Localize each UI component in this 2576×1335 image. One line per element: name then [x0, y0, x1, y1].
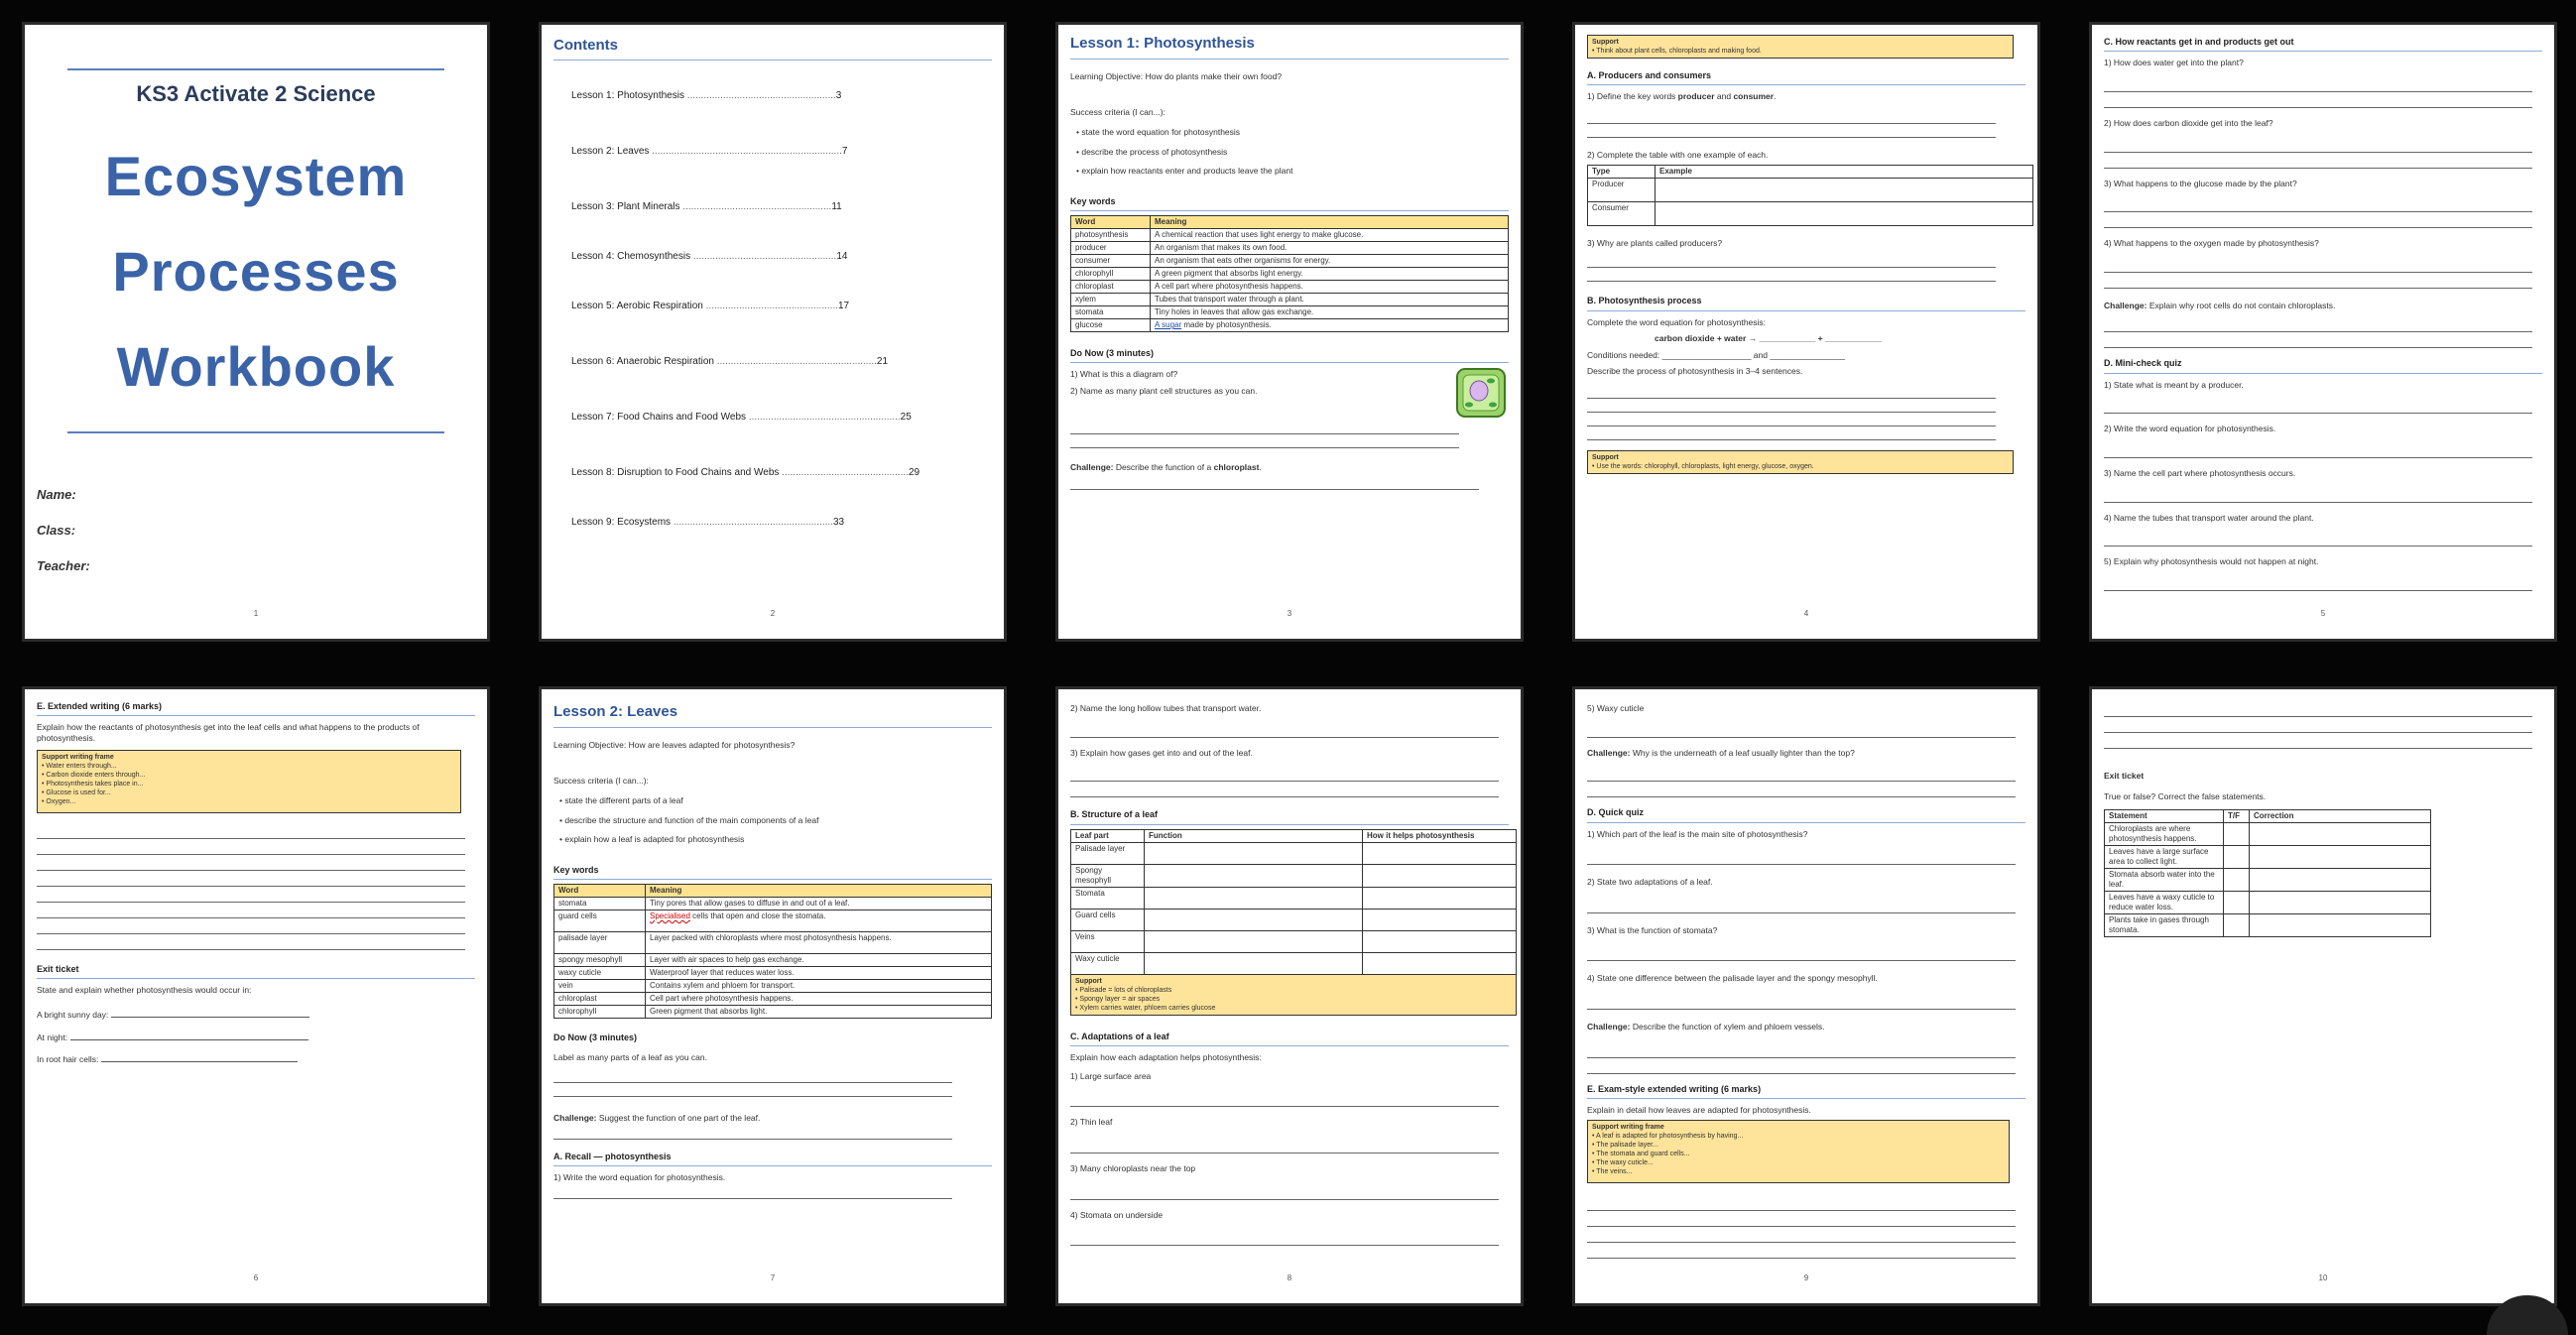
page-6[interactable] — [22, 686, 490, 1306]
cover-title-line1: Ecosystem — [104, 145, 408, 207]
support-box: Support • Use the words: chlorophyll, chloroplasts, light energy, glucose, oxygen. — [1587, 450, 2014, 474]
table-row: vein Contains xylem and phloem for transport. — [554, 980, 992, 993]
section-heading: A. Producers and consumers — [1587, 70, 2025, 85]
support-box: Support • Think about plant cells, chloroplasts and making food. — [1587, 35, 2014, 59]
table-row: Chloroplasts are where photosynthesis happens. — [2105, 823, 2431, 846]
question: 3) Many chloroplasts near the top — [1070, 1163, 1196, 1173]
keywords-heading: Key words — [1070, 196, 1509, 211]
page-number: 2 — [770, 609, 776, 618]
learning-objective: Learning Objective: How are leaves adapted for photosynthesis? — [553, 739, 796, 750]
page-4[interactable] — [1572, 22, 2040, 642]
table-header: Function — [1145, 829, 1363, 842]
table-header: Statement — [2105, 810, 2224, 823]
question: 3) Explain how gases get into and out of the leaf. — [1070, 747, 1253, 758]
instruction: Explain how each adaptation helps photosynthesis: — [1070, 1052, 1262, 1063]
table-row: spongy mesophyll Layer with air spaces to help gas exchange. — [554, 954, 992, 967]
exit-ticket-title: Exit ticket — [2104, 771, 2145, 781]
writing-frame: Support writing frame • Water enters through... • Carbon dioxide enters through... • Photosynthesis takes place in... • Glucose is used for... • Oxygen... — [37, 750, 461, 814]
page-10[interactable] — [2089, 686, 2557, 1306]
table-row: Producer — [1588, 178, 2033, 201]
page-number: 1 — [253, 609, 259, 618]
lesson1-title: Lesson 1: Photosynthesis — [1070, 35, 1509, 60]
page-number: 7 — [770, 1274, 776, 1282]
exit-item: In root hair cells: — [37, 1054, 475, 1065]
question: 4) What happens to the oxygen made by photosynthesis? — [2104, 238, 2319, 249]
support-box: Support • Palisade = lots of chloroplasts • Spongy layer = air spaces • Xylem carries water, phloem carries glucose — [1070, 975, 1517, 1016]
question: 1) Write the word equation for photosynthesis. — [553, 1171, 726, 1182]
toc-item[interactable]: Lesson 7: Food Chains and Food Webs .......................................................25 — [571, 412, 912, 423]
table-row: glucose A sugar made by photosynthesis. — [1071, 319, 1509, 332]
success-criteria-label: Success criteria (I can...): — [553, 776, 649, 787]
page-5[interactable] — [2089, 22, 2557, 642]
section-heading: B. Structure of a leaf — [1070, 809, 1509, 824]
table-row: Leaves have a large surface area to collect light. — [2105, 846, 2431, 869]
question: 1) Define the key words producer and consumer. — [1587, 91, 1777, 102]
page-cover[interactable] — [22, 22, 490, 642]
toc-item[interactable]: Lesson 8: Disruption to Food Chains and Webs ..............................................29 — [571, 467, 920, 478]
question: 2) Thin leaf — [1070, 1117, 1113, 1128]
producer-table — [1587, 165, 2033, 226]
section-heading: D. Quick quiz — [1587, 807, 2025, 822]
name-label: Name: — [37, 487, 76, 502]
table-row: Plants take in gases through stomata. — [2105, 914, 2431, 937]
contents-title: Contents — [553, 37, 992, 61]
table-header: How it helps photosynthesis — [1363, 829, 1517, 842]
plant-cell-icon — [1453, 365, 1509, 421]
page-number: 9 — [1803, 1274, 1809, 1282]
quiz-question: 2) Write the word equation for photosynthesis. — [2104, 424, 2276, 434]
leaf-structure-table — [1070, 829, 1517, 975]
table-row: Veins — [1071, 930, 1517, 952]
table-row: waxy cuticle Waterproof layer that reduces water loss. — [554, 967, 992, 980]
table-row: Leaves have a waxy cuticle to reduce water loss. — [2105, 892, 2431, 914]
quiz-question: 3) Name the cell part where photosynthesis occurs. — [2104, 467, 2296, 478]
challenge: Challenge: Describe the function of xylem and phloem vessels. — [1587, 1022, 1825, 1032]
question: 2) Name as many plant cell structures as you can. — [1070, 386, 1258, 396]
question: 2) Name the long hollow tubes that transport water. — [1070, 703, 1262, 713]
toc-item[interactable]: Lesson 1: Photosynthesis ......................................................3 — [571, 90, 842, 101]
instruction: Describe the process of photosynthesis in 3–4 sentences. — [1587, 366, 1803, 377]
page-lesson1[interactable] — [1055, 22, 1524, 642]
criteria-item: • explain how a leaf is adapted for photosynthesis — [559, 834, 745, 845]
question: 1) How does water get into the plant? — [2104, 58, 2244, 68]
criteria-item: • describe the process of photosynthesis — [1076, 146, 1228, 157]
table-row: Palisade layer — [1071, 842, 1517, 864]
question: 1) Large surface area — [1070, 1070, 1152, 1081]
table-row: chlorophyll A green pigment that absorbs light energy. — [1071, 268, 1509, 281]
quiz-question: 4) Name the tubes that transport water around the plant. — [2104, 512, 2314, 523]
do-now-heading: Do Now (3 minutes) — [1070, 348, 1509, 363]
page-number: 8 — [1287, 1274, 1292, 1282]
table-row: palisade layer Layer packed with chloroplasts where most photosynthesis happens. — [554, 932, 992, 954]
section-heading: B. Photosynthesis process — [1587, 296, 2025, 310]
challenge: Challenge: Suggest the function of one part of the leaf. — [553, 1113, 761, 1123]
criteria-item: • describe the structure and function of the main components of a leaf — [559, 814, 819, 825]
section-heading: A. Recall — photosynthesis — [553, 1152, 992, 1166]
table-row: producer An organism that makes its own food. — [1071, 242, 1509, 255]
exit-item: A bright sunny day: — [37, 1010, 475, 1021]
section-heading: E. Exam-style extended writing (6 marks) — [1587, 1084, 2025, 1099]
page-number: 3 — [1287, 609, 1292, 618]
table-row: chloroplast Cell part where photosynthesis happens. — [554, 993, 992, 1006]
criteria-item: • state the different parts of a leaf — [559, 795, 683, 805]
section-heading: C. How reactants get in and products get out — [2104, 37, 2542, 52]
exit-item: At night: — [37, 1032, 475, 1043]
keywords-table — [553, 884, 992, 1019]
quiz-question: 5) Explain why photosynthesis would not happen at night. — [2104, 556, 2319, 567]
table-header: Meaning — [646, 885, 992, 898]
page-number: 4 — [1803, 609, 1809, 618]
instruction: Complete the word equation for photosynthesis: — [1587, 316, 1767, 327]
section-heading: Exit ticket — [37, 964, 475, 979]
learning-objective: Learning Objective: How do plants make their own food? — [1070, 70, 1283, 81]
table-header: T/F — [2224, 810, 2250, 823]
keywords-table — [1070, 215, 1509, 332]
table-row: stomata Tiny pores that allow gases to diffuse in and out of a leaf. — [554, 898, 992, 910]
table-row: Waxy cuticle — [1071, 952, 1517, 974]
page-number: 5 — [2320, 609, 2326, 618]
quiz-question: 3) What is the function of stomata? — [1587, 924, 1718, 935]
prompt: Explain how the reactants of photosynthesis get into the leaf cells and what happens to the products of photosynthesis. — [37, 722, 420, 743]
table-row: Stomata absorb water into the leaf. — [2105, 869, 2431, 892]
class-label: Class: — [37, 523, 76, 538]
quiz-question: 2) State two adaptations of a leaf. — [1587, 877, 1713, 888]
section-heading: D. Mini-check quiz — [2104, 358, 2542, 373]
section-heading: E. Extended writing (6 marks) — [37, 701, 475, 716]
teacher-label: Teacher: — [37, 558, 90, 573]
glucose-link[interactable]: A sugar — [1155, 320, 1182, 330]
lesson2-title: Lesson 2: Leaves — [553, 703, 992, 728]
page-contents[interactable] — [539, 22, 1007, 642]
toc-item[interactable]: Lesson 2: Leaves .....................................................................7 — [571, 146, 848, 157]
quiz-question: 4) State one difference between the palisade layer and the spongy mesophyll. — [1587, 973, 1878, 984]
table-row: Guard cells — [1071, 909, 1517, 930]
table-header: Type — [1588, 165, 1656, 178]
do-now-heading: Do Now (3 minutes) — [553, 1032, 638, 1043]
table-header: Example — [1656, 165, 2033, 178]
page-lesson2[interactable] — [539, 686, 1007, 1306]
table-header: Meaning — [1151, 216, 1509, 229]
question: 3) Why are plants called producers? — [1587, 237, 1723, 248]
table-row: stomata Tiny holes in leaves that allow gas exchange. — [1071, 306, 1509, 319]
instruction: Label as many parts of a leaf as you can. — [553, 1052, 707, 1063]
table-row: chlorophyll Green pigment that absorbs light. — [554, 1006, 992, 1019]
table-row: xylem Tubes that transport water through a plant. — [1071, 294, 1509, 306]
cover-subtitle: KS3 Activate 2 Science — [136, 81, 376, 106]
success-criteria-label: Success criteria (I can...): — [1070, 107, 1165, 118]
true-false-table — [2104, 809, 2431, 937]
cover-bottom-rule — [67, 431, 444, 433]
challenge: Challenge: Why is the underneath of a leaf usually lighter than the top? — [1587, 747, 1855, 758]
writing-frame: Support writing frame • A leaf is adapted for photosynthesis by having... • The palisade layer... • The stomata and guard cells... • The waxy cuticle... • The veins... — [1587, 1120, 2010, 1184]
challenge: Challenge: Explain why root cells do not contain chloroplasts. — [2104, 300, 2336, 310]
toc-item[interactable]: Lesson 5: Aerobic Respiration ................................................17 — [571, 301, 850, 311]
conditions: Conditions needed: ___________________ and ________________ — [1587, 349, 1845, 360]
cover-title-line3: Workbook — [116, 335, 396, 398]
page-number: 6 — [253, 1274, 259, 1282]
page-9[interactable] — [1572, 686, 2040, 1306]
question: 3) What happens to the glucose made by the plant? — [2104, 178, 2297, 188]
keywords-heading: Key words — [553, 865, 992, 880]
page-number: 10 — [2318, 1274, 2328, 1282]
table-header: Leaf part — [1071, 829, 1145, 842]
instruction: State and explain whether photosynthesis would occur in: — [37, 985, 252, 996]
question: 2) How does carbon dioxide get into the leaf? — [2104, 117, 2273, 128]
page-8[interactable] — [1055, 686, 1524, 1306]
question: 5) Waxy cuticle — [1587, 703, 1645, 713]
table-header: Word — [554, 885, 646, 898]
quiz-question: 1) State what is meant by a producer. — [2104, 379, 2244, 390]
toc-item[interactable]: Lesson 3: Plant Minerals ......................................................11 — [571, 201, 842, 212]
table-row: consumer An organism that eats other organisms for energy. — [1071, 255, 1509, 268]
toc-item[interactable]: Lesson 9: Ecosystems ..........................................................33 — [571, 517, 845, 528]
table-row: Spongy mesophyll — [1071, 864, 1517, 887]
cover-top-rule — [67, 68, 444, 70]
table-row: guard cells Specialised cells that open and close the stomata. — [554, 910, 992, 932]
table-row: photosynthesis A chemical reaction that uses light energy to make glucose. — [1071, 229, 1509, 242]
challenge: Challenge: Describe the function of a chloroplast. — [1070, 461, 1262, 472]
question: 4) Stomata on underside — [1070, 1209, 1164, 1220]
table-row: Consumer — [1588, 201, 2033, 225]
prompt: Explain in detail how leaves are adapted for photosynthesis. — [1587, 1104, 1811, 1115]
section-heading: C. Adaptations of a leaf — [1070, 1032, 1509, 1046]
table-row: chloroplast A cell part where photosynthesis happens. — [1071, 281, 1509, 294]
quiz-question: 1) Which part of the leaf is the main site of photosynthesis? — [1587, 828, 1808, 839]
criteria-item: • explain how reactants enter and products leave the plant — [1076, 166, 1293, 177]
table-header: Word — [1071, 216, 1151, 229]
instruction: True or false? Correct the false statements. — [2104, 790, 2267, 801]
cover-title-line2: Processes — [112, 240, 400, 303]
toc-item[interactable]: Lesson 6: Anaerobic Respiration ..........................................................21 — [571, 356, 889, 367]
question: 2) Complete the table with one example of each. — [1587, 150, 1769, 161]
table-header: Correction — [2250, 810, 2431, 823]
word-equation: carbon dioxide + water → ____________ + ____________ — [1655, 333, 1882, 344]
toc-item[interactable]: Lesson 4: Chemosynthesis ....................................................14 — [571, 251, 848, 262]
table-row: Stomata — [1071, 887, 1517, 909]
question: 1) What is this a diagram of? — [1070, 369, 1178, 380]
criteria-item: • state the word equation for photosynthesis — [1076, 127, 1241, 137]
